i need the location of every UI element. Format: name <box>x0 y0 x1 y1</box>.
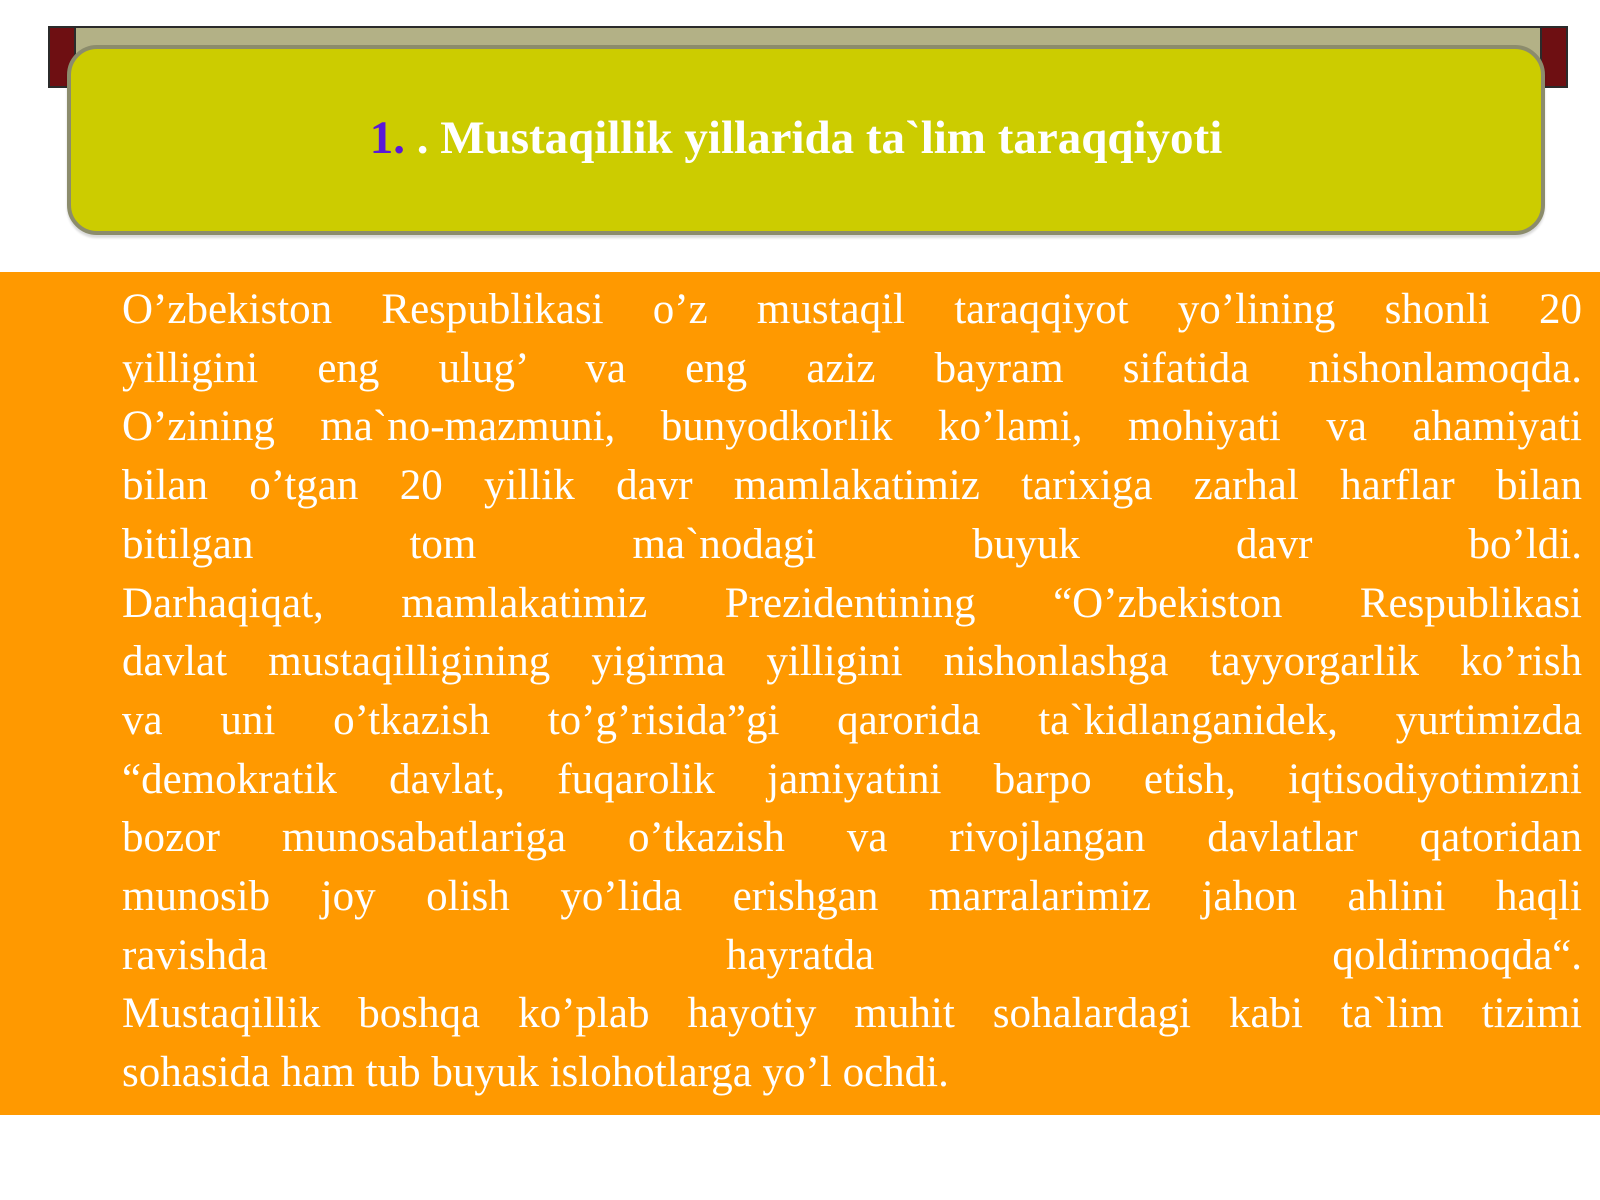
body-line: O’zining ma`no-mazmuni, bunyodkorlik ko’lami, mohiyati va ahamiyati <box>122 403 1582 451</box>
body-line: munosib joy olish yo’lida erishgan marralarimiz jahon ahlini haqli <box>122 873 1582 921</box>
body-line: bozor munosabatlariga o’tkazish va rivojlangan davlatlar qatoridan <box>122 814 1582 862</box>
body-line: Mustaqillik boshqa ko’plab hayotiy muhit sohalardagi kabi ta`lim tizimi <box>122 990 1582 1038</box>
slide-title-text: . Mustaqillik yillarida ta`lim taraqqiyoti <box>404 112 1223 164</box>
body-line: yilligini eng ulug’ va eng aziz bayram sifatida nishonlamoqda. <box>122 344 1582 392</box>
slide-title-number: 1. <box>369 112 405 164</box>
body-line: va uni o’tkazish to’g’risida”gi qarorida ta`kidlanganidek, yurtimizda <box>122 696 1582 744</box>
body-line: “demokratik davlat, fuqarolik jamiyatini barpo etish, iqtisodiyotimizni <box>122 755 1582 803</box>
body-line: bilan o’tgan 20 yillik davr mamlakatimiz tarixiga zarhal harflar bilan <box>122 462 1582 510</box>
body-line: Darhaqiqat, mamlakatimiz Prezidentining “O’zbekiston Respublikasi <box>122 579 1582 627</box>
slide-title <box>370 111 1223 165</box>
body-line: ravishda hayratda qoldirmoqda“. <box>122 931 1582 979</box>
body-line: O’zbekiston Respublikasi o’z mustaqil taraqqiyot yo’lining shonli 20 <box>122 286 1582 333</box>
body-line: davlat mustaqilligining yigirma yilligini nishonlashga tayyorgarlik ko’rish <box>122 638 1582 686</box>
body-line: bitilgan tom ma`nodagi buyuk davr bo’ldi. <box>122 520 1582 568</box>
body-paragraph <box>122 281 1582 1103</box>
body-line: sohasida ham tub buyuk islohotlarga yo’l ochdi. <box>122 1049 949 1097</box>
title-box <box>67 45 1545 235</box>
